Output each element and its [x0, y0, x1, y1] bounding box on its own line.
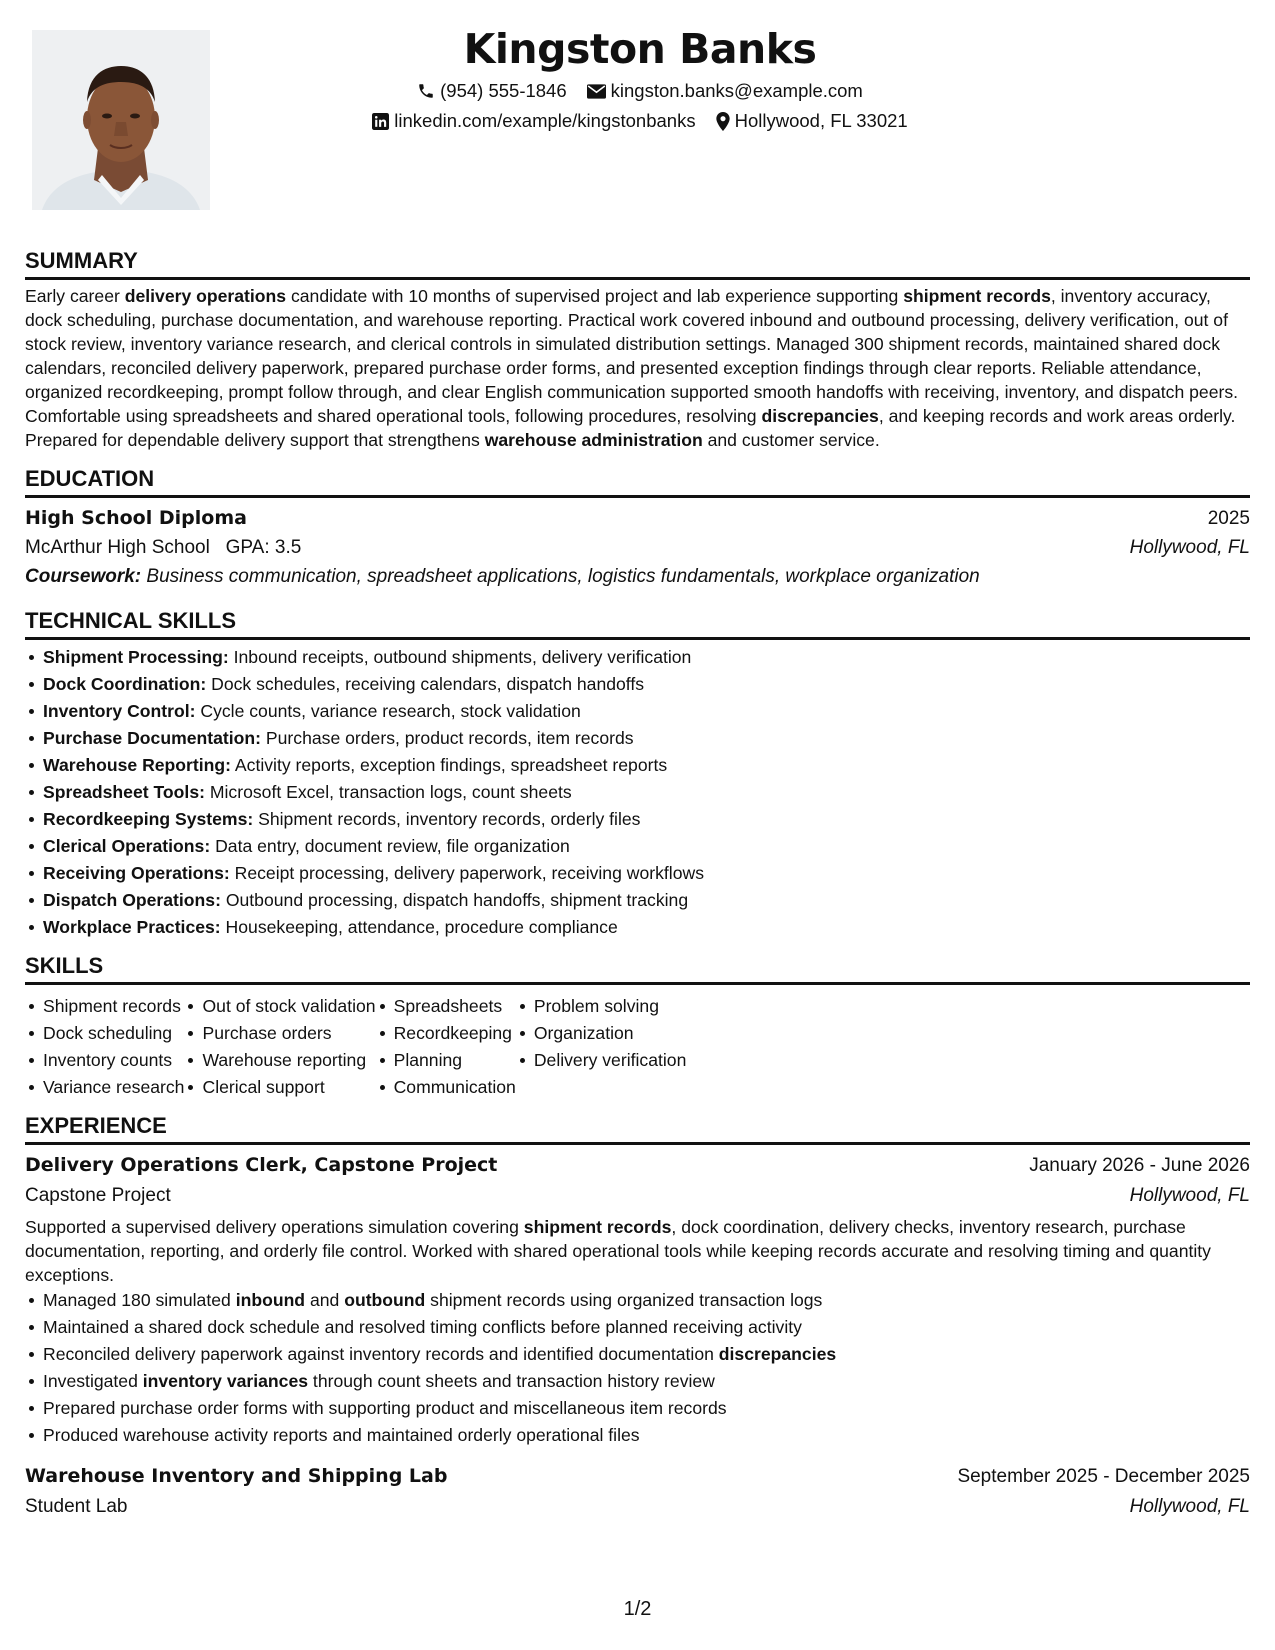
emphasis-text: shipment records	[903, 286, 1051, 306]
section-title-experience: EXPERIENCE	[25, 1113, 167, 1138]
text-run: , dock coordination, delivery checks, inventory research, purchase documentation, reporting, and orderly file control. Worked with shared operational tools while keeping records accurate and resolving timing and quantity exceptions.	[25, 1217, 1211, 1285]
technical-skill-item	[25, 914, 1250, 941]
skill-item: Dock scheduling	[25, 1020, 184, 1047]
text-run: Managed 180 simulated	[43, 1290, 236, 1310]
skill-item: Clerical support	[184, 1074, 375, 1101]
skill-category: Dock Coordination:	[43, 674, 207, 694]
education-row-1	[25, 505, 1250, 532]
skill-category: Shipment Processing:	[43, 647, 229, 667]
school-line	[25, 535, 301, 561]
skills-column	[376, 993, 516, 1101]
skill-item: Delivery verification	[516, 1047, 687, 1074]
technical-skill-item	[25, 725, 1250, 752]
job-bullet	[25, 1368, 1250, 1395]
graduation-year: 2025	[1207, 508, 1250, 529]
linkedin-text[interactable]: linkedin.com/example/kingstonbanks	[394, 110, 696, 131]
degree: High School Diploma	[25, 507, 247, 529]
skill-category: Spreadsheet Tools:	[43, 782, 205, 802]
section-divider	[25, 1142, 1250, 1145]
job-header-row	[25, 1152, 1250, 1179]
skill-item: Purchase orders	[184, 1020, 375, 1047]
skill-item: Shipment records	[25, 993, 184, 1020]
linkedin-icon	[372, 113, 389, 130]
coursework-text: Business communication, spreadsheet applications, logistics fundamentals, workplace organization	[146, 566, 980, 587]
section-title-skills: SKILLS	[25, 953, 104, 978]
profile-photo	[32, 30, 210, 210]
technical-skill-item	[25, 752, 1250, 779]
emphasis-text: warehouse administration	[484, 430, 703, 450]
emphasis-text: discrepancies	[761, 406, 879, 426]
skill-details: Shipment records, inventory records, orderly files	[253, 809, 641, 829]
technical-skills-list	[25, 644, 1250, 941]
job-description	[25, 1215, 1250, 1287]
section-divider	[25, 637, 1250, 640]
job-bullets	[25, 1287, 1250, 1449]
skill-category: Warehouse Reporting:	[43, 755, 231, 775]
text-run: Early career	[25, 286, 125, 306]
education-row-2	[25, 535, 1250, 561]
skills-column	[516, 993, 687, 1101]
text-run: Supported a supervised delivery operations simulation covering	[25, 1217, 524, 1237]
technical-skill-item	[25, 644, 1250, 671]
skill-details: Outbound processing, dispatch handoffs, shipment tracking	[220, 890, 689, 910]
skill-item: Recordkeeping	[376, 1020, 516, 1047]
skill-item: Problem solving	[516, 993, 687, 1020]
skill-details: Receipt processing, delivery paperwork, receiving workflows	[229, 863, 704, 883]
job-bullet	[25, 1341, 1250, 1368]
technical-skill-item	[25, 887, 1250, 914]
linkedin-contact[interactable]	[372, 110, 695, 132]
skill-category: Dispatch Operations:	[43, 890, 221, 910]
section-divider	[25, 495, 1250, 498]
envelope-icon	[587, 84, 606, 99]
education-section	[25, 466, 1250, 590]
experience-list	[25, 1152, 1250, 1520]
job-location: Hollywood, FL	[1129, 1185, 1250, 1206]
contact-row-2	[240, 110, 1040, 132]
skill-category: Recordkeeping Systems:	[43, 809, 254, 829]
skill-item: Communication	[376, 1074, 516, 1101]
emphasis-text: shipment records	[523, 1217, 672, 1237]
section-title-technical-skills: TECHNICAL SKILLS	[25, 608, 237, 633]
skill-details: Housekeeping, attendance, procedure compliance	[220, 917, 618, 937]
job-location: Hollywood, FL	[1129, 1496, 1250, 1517]
emphasis-text: discrepancies	[718, 1344, 837, 1364]
technical-skill-item	[25, 833, 1250, 860]
section-title-education: EDUCATION	[25, 466, 155, 491]
experience-section	[25, 1113, 1250, 1520]
section-divider	[25, 982, 1250, 985]
coursework-label: Coursework:	[25, 566, 142, 587]
text-run: and customer service.	[702, 430, 880, 450]
skill-details: Data entry, document review, file organization	[210, 836, 570, 856]
technical-skill-item	[25, 806, 1250, 833]
page-number: 1/2	[623, 1598, 652, 1620]
skill-item: Warehouse reporting	[184, 1047, 375, 1074]
resume-body	[25, 248, 1250, 1520]
job-dates: January 2026 - June 2026	[1029, 1155, 1250, 1176]
job-dates: September 2025 - December 2025	[957, 1466, 1250, 1487]
text-run: and	[305, 1290, 345, 1310]
technical-skill-item	[25, 860, 1250, 887]
skill-category: Inventory Control:	[43, 701, 196, 721]
skill-item: Inventory counts	[25, 1047, 184, 1074]
skill-category: Clerical Operations:	[43, 836, 211, 856]
skills-column	[184, 993, 375, 1101]
text-run: through count sheets and transaction history review	[308, 1371, 715, 1391]
skill-category: Receiving Operations:	[43, 863, 230, 883]
technical-skill-item	[25, 698, 1250, 725]
skill-item: Out of stock validation	[184, 993, 375, 1020]
section-divider	[25, 277, 1250, 280]
text-run: Maintained a shared dock schedule and resolved timing conflicts before planned receiving activity	[43, 1317, 802, 1337]
job-org-row	[25, 1494, 1250, 1520]
technical-skills-section	[25, 608, 1250, 941]
job-title: Warehouse Inventory and Shipping Lab	[25, 1465, 448, 1487]
skill-details: Activity reports, exception findings, spreadsheet reports	[231, 755, 668, 775]
text-run: shipment records using organized transaction logs	[425, 1290, 823, 1310]
experience-entry	[25, 1152, 1250, 1449]
skill-item: Planning	[376, 1047, 516, 1074]
job-org-row	[25, 1183, 1250, 1209]
summary-section	[25, 248, 1250, 452]
text-run: , and keeping records and work areas orderly. Prepared for dependable delivery support that strengthens	[25, 406, 1236, 450]
job-organization: Capstone Project	[25, 1185, 171, 1206]
emphasis-text: delivery operations	[124, 286, 287, 306]
job-header-row	[25, 1463, 1250, 1490]
text-run: candidate with 10 months of supervised project and lab experience supporting	[286, 286, 904, 306]
job-organization: Student Lab	[25, 1496, 128, 1517]
skill-details: Dock schedules, receiving calendars, dispatch handoffs	[206, 674, 645, 694]
gpa: GPA: 3.5	[225, 537, 302, 558]
experience-entry	[25, 1463, 1250, 1520]
job-bullet	[25, 1314, 1250, 1341]
phone-icon	[417, 82, 435, 100]
skill-details: Cycle counts, variance research, stock validation	[195, 701, 581, 721]
skill-item: Variance research	[25, 1074, 184, 1101]
text-run: Reconciled delivery paperwork against inventory records and identified documentation	[43, 1344, 719, 1364]
skill-item: Spreadsheets	[376, 993, 516, 1020]
job-bullet	[25, 1287, 1250, 1314]
phone-contact	[417, 80, 567, 102]
text-run: Produced warehouse activity reports and maintained orderly operational files	[43, 1425, 640, 1445]
emphasis-text: inventory variances	[142, 1371, 309, 1391]
school-name: McArthur High School	[25, 537, 210, 558]
skill-item: Organization	[516, 1020, 687, 1047]
email-text[interactable]: kingston.banks@example.com	[610, 80, 863, 101]
skills-section	[25, 953, 1250, 1101]
text-run: Prepared purchase order forms with supporting product and miscellaneous item records	[43, 1398, 727, 1418]
skill-details: Inbound receipts, outbound shipments, delivery verification	[228, 647, 692, 667]
technical-skill-item	[25, 671, 1250, 698]
text-run: Investigated	[43, 1371, 143, 1391]
map-pin-icon	[716, 112, 730, 131]
emphasis-text: outbound	[344, 1290, 426, 1310]
skill-category: Purchase Documentation:	[43, 728, 262, 748]
job-bullet	[25, 1395, 1250, 1422]
phone-text: (954) 555-1846	[440, 80, 567, 101]
job-bullet	[25, 1422, 1250, 1449]
candidate-name: Kingston Banks	[463, 25, 817, 73]
skills-column	[25, 993, 184, 1101]
text-run: , inventory accuracy, dock scheduling, purchase documentation, and warehouse reporting. Practical work covered inbound and outbound processing, delivery verification, out of stock review, inventory variance research, and clerical controls in simulated distribution settings. Managed 300 shipment records, maintained shared dock calendars, reconciled delivery paperwork, prepared purchase order forms, and presented exception findings through clear reports. Reliable attendance, organized recordkeeping, prompt follow through, and clear English communication supported smooth handoffs with receiving, inventory, and dispatch peers. Comfortable using spreadsheets and shared operational tools, following procedures, resolving	[25, 286, 1239, 426]
skill-category: Workplace Practices:	[43, 917, 221, 937]
email-contact[interactable]	[587, 80, 863, 102]
location-text: Hollywood, FL 33021	[734, 110, 908, 131]
summary-text	[25, 284, 1250, 452]
contact-row-1	[240, 80, 1040, 102]
coursework-line	[25, 564, 1250, 590]
technical-skill-item	[25, 779, 1250, 806]
section-title-summary: SUMMARY	[25, 248, 138, 273]
school-location: Hollywood, FL	[1129, 537, 1250, 558]
job-title: Delivery Operations Clerk, Capstone Project	[25, 1154, 498, 1176]
resume-header	[240, 24, 1040, 132]
emphasis-text: inbound	[235, 1290, 306, 1310]
skill-details: Microsoft Excel, transaction logs, count sheets	[204, 782, 572, 802]
skills-grid	[25, 993, 1250, 1101]
skill-details: Purchase orders, product records, item records	[261, 728, 634, 748]
location-contact	[716, 110, 908, 132]
